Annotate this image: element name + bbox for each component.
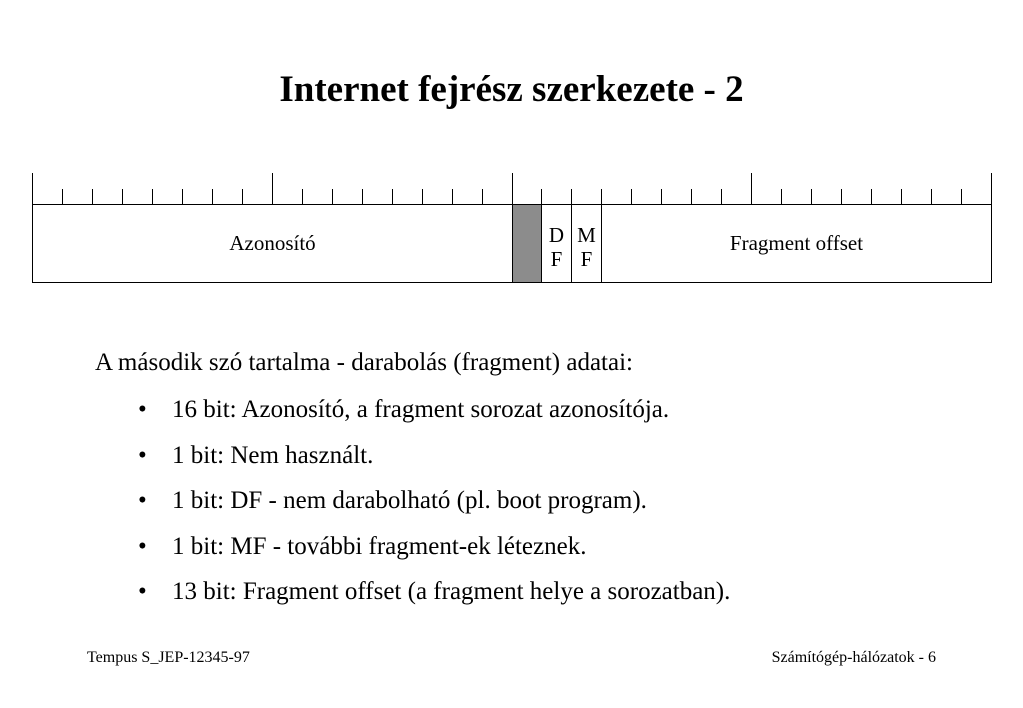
field-df bbox=[541, 204, 571, 283]
field-fragment-offset bbox=[601, 204, 992, 283]
bullet-item-df bbox=[138, 484, 730, 530]
bullet-text: 13 bit: Fragment offset (a fragment helye a sorozatban). bbox=[172, 578, 731, 605]
slide-title: Internet fejrész szerkezete - 2 bbox=[279, 69, 744, 110]
field-label: D bbox=[548, 223, 565, 247]
bullet-item-fragment-offset bbox=[138, 575, 730, 621]
bullet-dot: • bbox=[138, 532, 147, 560]
field-mf bbox=[571, 204, 601, 283]
bit-ruler bbox=[0, 0, 1023, 210]
footer-left: Tempus S_JEP-12345-97 bbox=[87, 649, 250, 666]
footer-right: Számítógép-hálózatok - 6 bbox=[771, 649, 936, 666]
field-label: Azonosító bbox=[229, 231, 316, 255]
field-label: M bbox=[577, 223, 596, 247]
bullet-dot: • bbox=[138, 487, 147, 514]
bullet-text: 16 bit: Azonosító, a fragment sorozat azonosítója. bbox=[172, 396, 670, 423]
bullet-text: 1 bit: MF - további fragment-ek léteznek. bbox=[172, 532, 587, 560]
bullet-dot: • bbox=[138, 441, 147, 469]
field-label: F bbox=[550, 247, 563, 271]
bullet-text: 1 bit: DF - nem darabolható (pl. boot program). bbox=[172, 487, 647, 514]
bullet-item-unused bbox=[138, 439, 730, 485]
bullet-item-azonosito bbox=[138, 393, 730, 439]
bullet-dot: • bbox=[138, 396, 147, 423]
intro-text: A második szó tartalma - darabolás (fragment) adatai: bbox=[95, 349, 633, 376]
bullet-list bbox=[138, 393, 730, 621]
field-azonosito bbox=[32, 204, 512, 283]
field-unused bbox=[512, 204, 541, 283]
bullet-dot: • bbox=[138, 578, 147, 605]
field-label: F bbox=[580, 247, 593, 271]
bullet-text: 1 bit: Nem használt. bbox=[172, 441, 374, 469]
field-label: Fragment offset bbox=[729, 231, 864, 255]
bullet-item-mf bbox=[138, 530, 730, 576]
